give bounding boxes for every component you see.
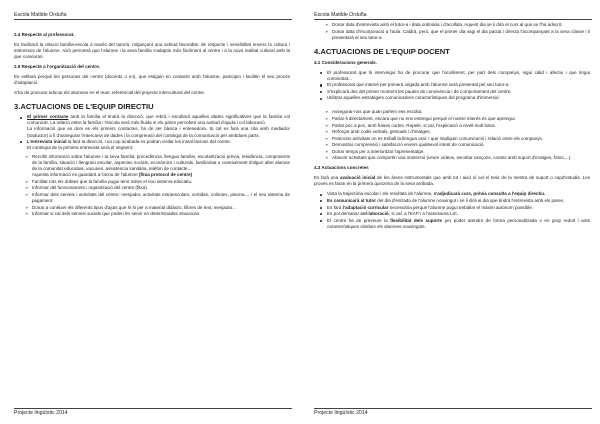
list-item — [27, 139, 290, 151]
text: Es farà — [327, 204, 343, 210]
list-item: ➢ Informar si cal dels serveis socials que poden fer servir en determinades situacions. — [32, 211, 290, 217]
list-item: ➢ Parlar poc a poc, amb frases curtes. Repetir, si cal, l'explicació a nivell molt bàsic. — [332, 123, 590, 129]
list-item: El professorat que hi intervingui ha de procurar que l'acolliment, per part dels companys, sigui càlid i afectiu i que tingui continuïtat... — [327, 69, 590, 81]
section-3-title: 3.ACTUACIONS DE L'EQUIP DIRECTIU — [14, 102, 154, 112]
list-item — [327, 198, 590, 204]
bold-text: flexibilitat dels suports — [390, 217, 443, 223]
text: Es farà una — [314, 175, 340, 181]
list-item — [327, 205, 590, 211]
page-footer: Projecte lingüístic 2014 — [314, 408, 592, 416]
list-item: ➢ Informar dels serveis i activitats del centre: menjador, activitats extraescolars, sortides, colònies, piscina..., i el seu sistema de pagament. — [32, 192, 290, 204]
item-continuation: El contingut de la primera entrevista serà el següent: — [27, 145, 134, 151]
text: Vista la trajectòria escolar i els resultats de l'alumne, — [327, 191, 434, 197]
arrow-list — [314, 22, 590, 41]
list-item: ➢ Parlar-li directament, encara que no ens entengui perquè el nostre interès és que aprengui. — [332, 116, 590, 122]
text: , si cal, a l'EAP i a l'assessora LIC. — [388, 211, 459, 217]
list-item: ➢ Informar del funcionament i organització del centre (fitxa). — [32, 185, 290, 191]
paragraph: Es facilitarà la relació família-escola a través del tutor/a, mitjançant una actitud favorable, de respecte i sensibilitat envers la cultura i interessos de l'alumne. Això permetrà que l'alumne i la seva família s'adaptin més fàcilment al centre i a la nova realitat cultural amb la que conviuran. — [14, 42, 290, 60]
list-item: ➢ Donar data d'entrevista amb el tutor-a i data ordinària i d'acollida. Aquest dia se li dirà el curs al que se l'ha adscrit. — [332, 22, 590, 28]
page-footer: Projecte lingüístic 2014 — [14, 408, 292, 416]
item-continuation: La informació que es doni en els primers contactes, ha de ser bàsica i entenedora. Si cal es farà una cita amb mediador (traductor) a fi d'assegurar l'intercanvi de dades i la comprensió del contingut de la comunicació per ambdues parts. — [27, 126, 290, 138]
list-item: ➢ Reforçar amb codis verbals, gestuals i d'imatges. — [332, 129, 590, 135]
list-item: ➢ Donar data d'incorporació a l'aula. Caldrà, però, que el primer dia vagi el dia pactat i directa l'acompanyant a la seva classe i li presentarà el seu tutor-a. — [332, 29, 590, 41]
paragraph: Es vetllarà perquè les persones del centre (docents o no), que estiguin en contacte amb l'alumne, participin i facilitin el seu procés d'adaptació. — [14, 74, 290, 86]
item-continuation: Aquesta informació es guardarà a l'arxiu de l'alumne — [32, 172, 139, 178]
list-item — [327, 218, 590, 230]
bold-lead: El primer contacte — [27, 114, 69, 120]
bold-text: Es comunicarà al tutor — [327, 197, 377, 203]
list-item: ➢ Assegurar-nos que quan parlem ens escolta. — [332, 109, 590, 115]
bold-text: (fitxa protocol de centre) — [138, 172, 193, 178]
arrow-list — [314, 109, 590, 161]
list-item: El professorat que intervé per primera vegada amb l'alumne serà presentat pel seu tutor-a. — [327, 82, 590, 88]
section-4-1-title: 4.1 Consideracions generals. — [314, 59, 377, 65]
list-item — [327, 211, 590, 217]
bullet-list — [314, 191, 590, 229]
bold-text: avaluació inicial — [339, 175, 376, 181]
paragraph: S'ha de procurar educar els alumnes en el marc referencial del projecte intercultural del centre. — [14, 90, 206, 96]
list-item: ➢ Potenciar activitats on es treball la llengua oral. I que impliquin comunicació i relació entre els companys. — [332, 136, 590, 142]
text: del dia d'entrada de l'alumne nouvingut i se li dirà el dia que tindrà l'entrevista amb els pares. — [376, 197, 565, 203]
list-item: Utilitzar aquelles estratègies comunicatives característiques del programa d'immersió: — [327, 95, 590, 101]
bold-lead: L'entrevista inicial — [27, 139, 67, 145]
list-item — [27, 114, 290, 138]
text: El centre ha de preveure la — [327, 217, 391, 223]
section-2-5-title: 2.5 Respecte a l'organització del centre. — [14, 64, 100, 70]
bold-text: s'adjudicarà curs, prèvia consulta a l'equip directiu. — [433, 191, 546, 197]
page-header: Escola Matilde Orduña — [14, 12, 292, 20]
bullet-list — [14, 114, 290, 151]
list-item: S'explicarà des del primer moment les pautes de convivència i de comportament del centre. — [327, 89, 590, 95]
right-page-content — [314, 22, 590, 233]
section-4-title: 4.ACTUACIONS DE L'EQUIP DOCENT — [314, 46, 450, 56]
text: Es pot demanar — [327, 211, 361, 217]
section-4-3-title: 4.3 Actuacions concretes — [314, 165, 369, 171]
list-item — [327, 191, 590, 197]
list-item: ➢ Demostrar comprensió i satisfacció envers qualsevol intent de comunicació. — [332, 142, 590, 148]
item-text: la farà la direcció, i un cop acabada es podran visitar les instal·lacions del centre. — [66, 139, 232, 145]
text: necessària perquè l'alumne pugui treballar el màxim autònom possible. — [388, 204, 533, 210]
left-page-content — [14, 28, 290, 220]
list-item: ➢ Facilitar tots els dubtes que la família pugui tenir sobre el nou sistema educatiu. — [32, 179, 290, 185]
item-text: amb la família el tindrà la direcció, que rebrà i escoltarà aquelles dades significatives que la família vol comunicar. La relació entre la família i l'escola serà més fluida si els pares perceben una actitud d'ajuda i col·laboració. — [27, 114, 290, 126]
page-header: Escola Matilde Orduña — [314, 12, 592, 20]
bold-text: col·laboració — [360, 211, 389, 217]
bold-text: l'adaptació curricular — [342, 204, 389, 210]
text: de les àrees instrumentals que amb tot i això sí cal el tenir de la mestra de suport o capd'estudis. Les proves es faran en la primera quinzena de la seva arribada. — [314, 175, 590, 187]
list-item: ➢ Donar a conèixer els diferents tipus d'ajuts que hi hi per a material didàctic, llibres de text, menjador... — [32, 205, 290, 211]
right-page — [300, 0, 600, 424]
item-text: Recollir informació sobre l'alumne i la seva família: procedència, llengua familiar, escolarització prèvia, residència, components de la família, situació i llengüeu escolar, aspectes socials, econòmics i culturals, familiaritat o coneixement d'algun altre alumne de la comunitat educativa, vacunes, assistència sanitària, telèfon de contacte... — [32, 154, 290, 172]
section-2-4-title: 2.4 Respecte al professorat. — [14, 32, 75, 37]
list-item: ➢ Afavorir activitats que comportin una immersió (veure vídeos, escoltar cançons, contes amb suport d'imatges, fotos,...). — [332, 155, 590, 161]
bullet-list — [314, 70, 590, 102]
text: per poder atendre de forma personalitzada o en grup reduït i amb característiques similars els alumnes nouvinguts. — [327, 217, 590, 229]
paragraph — [314, 175, 590, 187]
list-item: ➢ Donar temps per a interioritzar l'aprenentatge. — [332, 149, 590, 155]
arrow-list — [14, 154, 290, 217]
list-item — [32, 154, 290, 178]
